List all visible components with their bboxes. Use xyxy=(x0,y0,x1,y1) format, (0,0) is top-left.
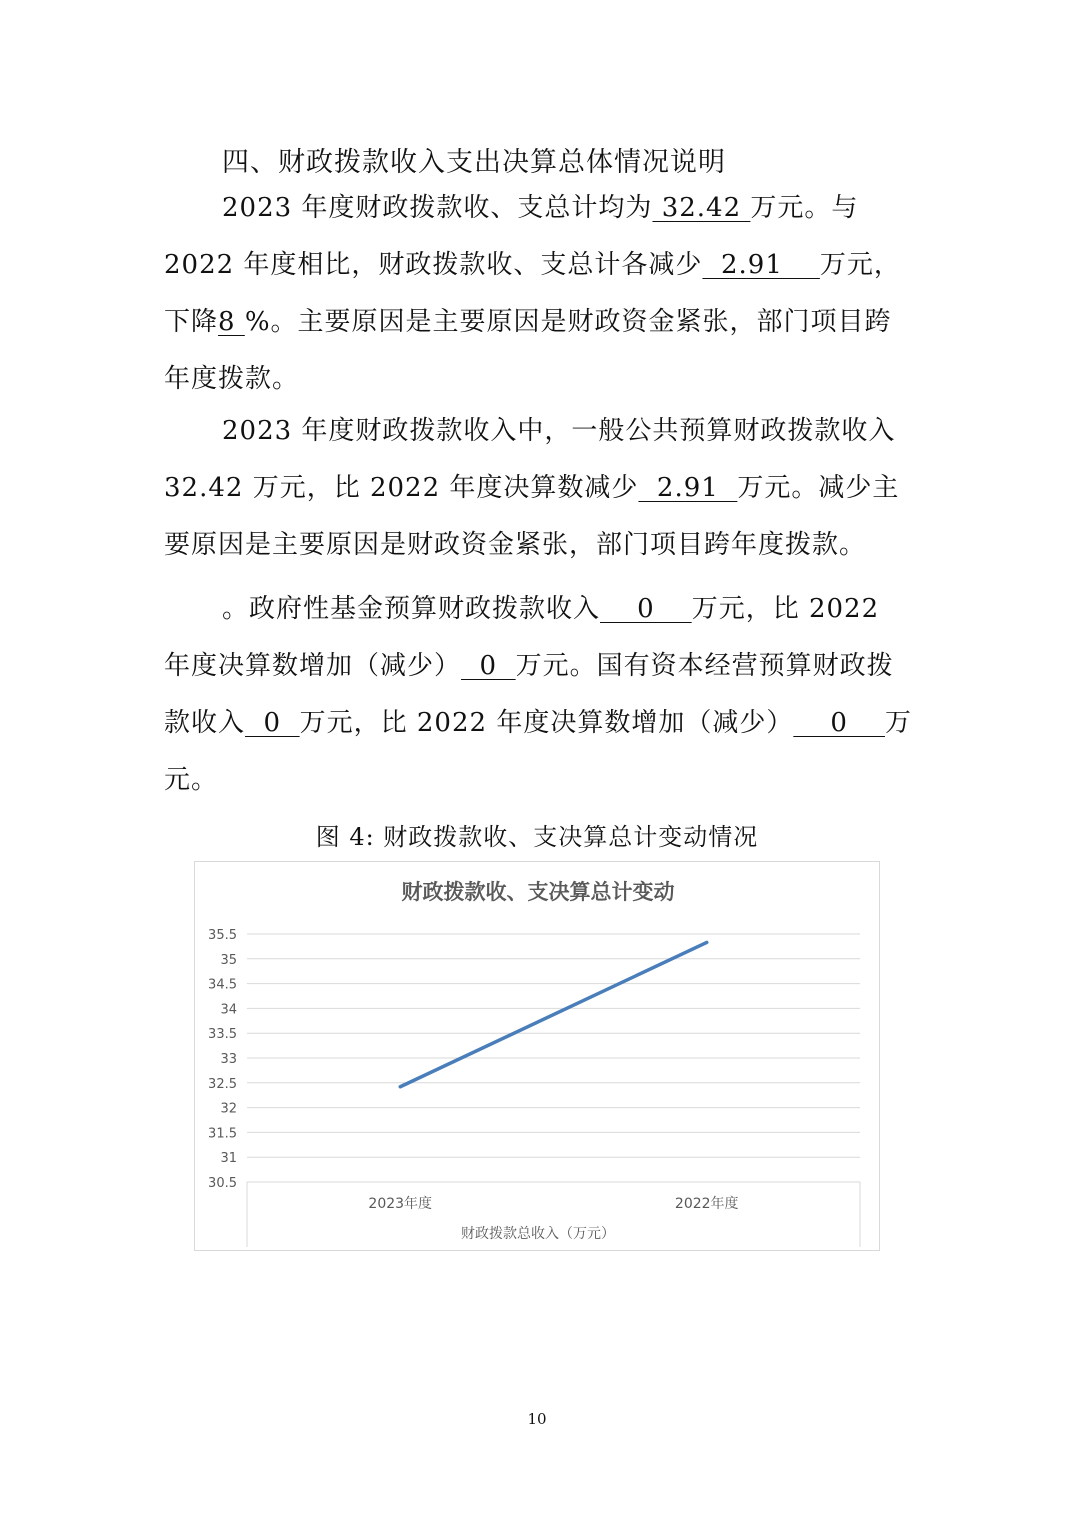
text-run: 万元，下降 xyxy=(164,250,901,337)
paragraph-fund-budget xyxy=(164,581,912,809)
y-tick-label: 33 xyxy=(220,1052,237,1067)
text-run: %。主要原因是主要原因是财政资金紧张，部门项目跨年度拨款。 xyxy=(164,307,892,394)
text-run: 2023 年度财政拨款收、支总计均为 xyxy=(222,193,653,223)
text-run: 万元。与 2022 年度相比，财政拨款收、支总计各减少 xyxy=(164,193,859,280)
decrease-percent-value: 8 xyxy=(218,307,245,337)
x-tick-label: 2022年度 xyxy=(674,1196,739,1212)
text-run: 万元，比 2022 年度决算数增加（减少） xyxy=(299,708,794,738)
capital-income-value: 0 xyxy=(245,708,300,738)
fund-income-value: 0 xyxy=(600,594,692,624)
y-tick-label: 35.5 xyxy=(208,928,237,943)
y-tick-label: 33.5 xyxy=(208,1027,237,1043)
y-tick-label: 32 xyxy=(220,1101,237,1117)
x-axis-ticks xyxy=(368,1195,738,1212)
y-axis-ticks xyxy=(208,928,237,1191)
paragraph-total xyxy=(164,180,912,408)
section-heading: 四、财政拨款收入支出决算总体情况说明 xyxy=(222,147,726,178)
text-run: 万元。国有资本经营预算财政拨款收入 xyxy=(164,651,894,738)
text-run: 万元。 xyxy=(164,708,913,795)
y-tick-label: 30.5 xyxy=(208,1176,237,1191)
y-tick-label: 31 xyxy=(220,1151,237,1167)
text-run: 万元，比 2022 年度决算数增加（减少） xyxy=(164,594,880,681)
text-run: 万元。减少主要原因是主要原因是财政资金紧张，部门项目跨年度拨款。 xyxy=(164,473,900,560)
chart-svg xyxy=(195,862,881,1252)
fund-change-value: 0 xyxy=(461,651,516,681)
text-run: 2023 年度财政拨款收入中，一般公共预算财政拨款收入 32.42 万元，比 2022 年度决算数减少 xyxy=(164,416,896,503)
chart-title: 财政拨款收、支决算总计变动 xyxy=(401,880,675,904)
line-chart xyxy=(194,861,880,1251)
page-number: 10 xyxy=(527,1410,547,1428)
y-tick-label: 32.5 xyxy=(208,1076,237,1092)
paragraph-general-budget xyxy=(164,403,912,574)
y-tick-label: 34 xyxy=(220,1002,237,1018)
series-layer xyxy=(400,942,707,1086)
y-tick-label: 31.5 xyxy=(208,1126,237,1142)
capital-change-value: 0 xyxy=(793,708,885,738)
x-axis-label: 财政拨款总收入（万元） xyxy=(461,1226,615,1242)
general-decrease-value: 2.91 xyxy=(638,473,738,503)
y-tick-label: 34.5 xyxy=(208,977,237,993)
figure-caption: 图 4: 财政拨款收、支决算总计变动情况 xyxy=(315,823,759,851)
x-tick-label: 2023年度 xyxy=(368,1196,433,1212)
gridlines xyxy=(247,934,860,1247)
text-run: 。政府性基金预算财政拨款收入 xyxy=(222,594,601,624)
decrease-amount-value: 2.91 xyxy=(702,250,820,280)
series-line xyxy=(400,942,707,1086)
total-amount-value: 32.42 xyxy=(652,193,751,223)
y-tick-label: 35 xyxy=(220,952,237,968)
